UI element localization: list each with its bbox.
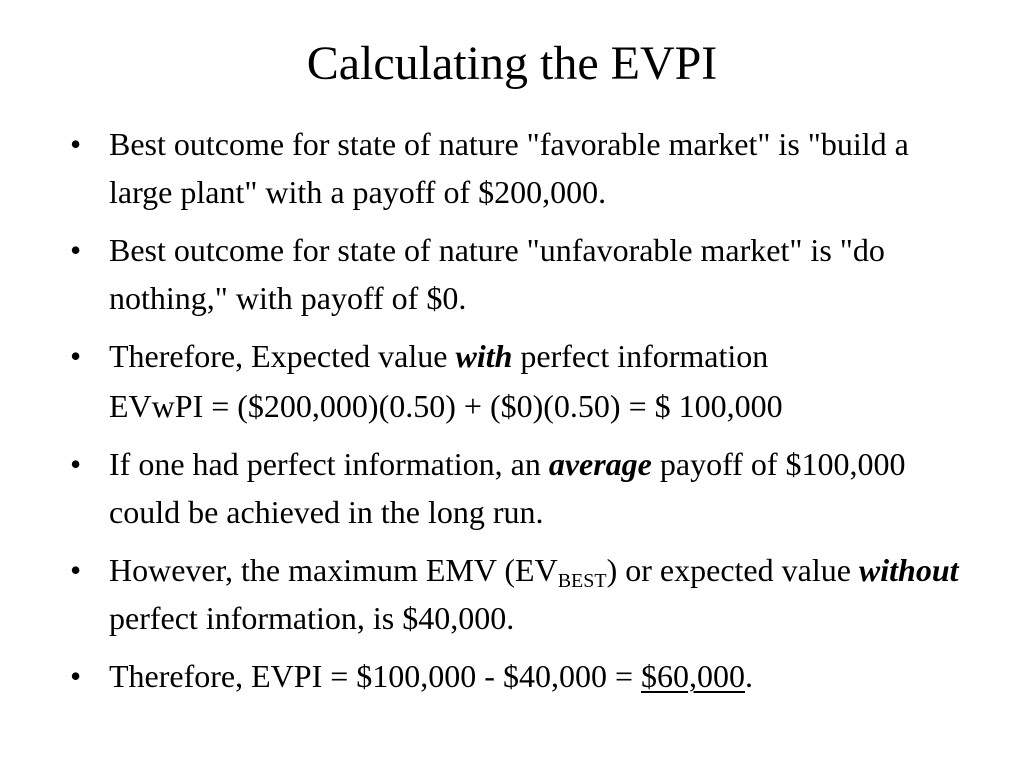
bullet-text: perfect information, is $40,000. xyxy=(109,600,515,636)
slide-title: Calculating the EVPI xyxy=(306,37,718,90)
bullet-list xyxy=(70,120,980,710)
bullet-item xyxy=(70,226,980,322)
formula-line xyxy=(70,382,980,430)
bullet-text: ) or expected value xyxy=(606,552,859,588)
bullet-text: payoff of $100,000 could be achieved in the long run. xyxy=(109,446,906,530)
bullet-text: Best outcome for state of nature "unfavorable market" is "do nothing," with payoff of $0. xyxy=(109,232,885,316)
bullet-text: If one had perfect information, an xyxy=(109,446,549,482)
emphasis-text: average xyxy=(548,446,652,482)
bullet-item xyxy=(70,332,980,380)
bullet-item xyxy=(70,652,980,700)
bullet-dot-icon: • xyxy=(70,338,82,374)
bullet-text: Therefore, EVPI = $100,000 - $40,000 = xyxy=(109,658,641,694)
bullet-item xyxy=(70,120,980,216)
bullet-item xyxy=(70,546,980,642)
formula-text: EVwPI = ($200,000)(0.50) + ($0)(0.50) = $ 100,000 xyxy=(109,388,783,424)
emphasis-text: without xyxy=(858,552,959,588)
emphasis-text: with xyxy=(455,338,513,374)
bullet-item xyxy=(70,440,980,536)
bullet-text: perfect information xyxy=(512,338,769,374)
bullet-dot-icon: • xyxy=(70,446,82,482)
bullet-text: However, the maximum EMV (EV xyxy=(109,552,558,588)
subscript-text: BEST xyxy=(557,570,607,592)
bullet-text: Best outcome for state of nature "favorable market" is "build a large plant" with a payoff of $200,000. xyxy=(109,126,909,210)
bullet-dot-icon: • xyxy=(70,552,82,588)
bullet-text: . xyxy=(744,658,753,694)
underlined-result: $60,000 xyxy=(640,658,745,694)
bullet-dot-icon: • xyxy=(70,658,82,694)
bullet-dot-icon: • xyxy=(70,126,82,162)
bullet-dot-icon: • xyxy=(70,232,82,268)
bullet-text: Therefore, Expected value xyxy=(109,338,456,374)
